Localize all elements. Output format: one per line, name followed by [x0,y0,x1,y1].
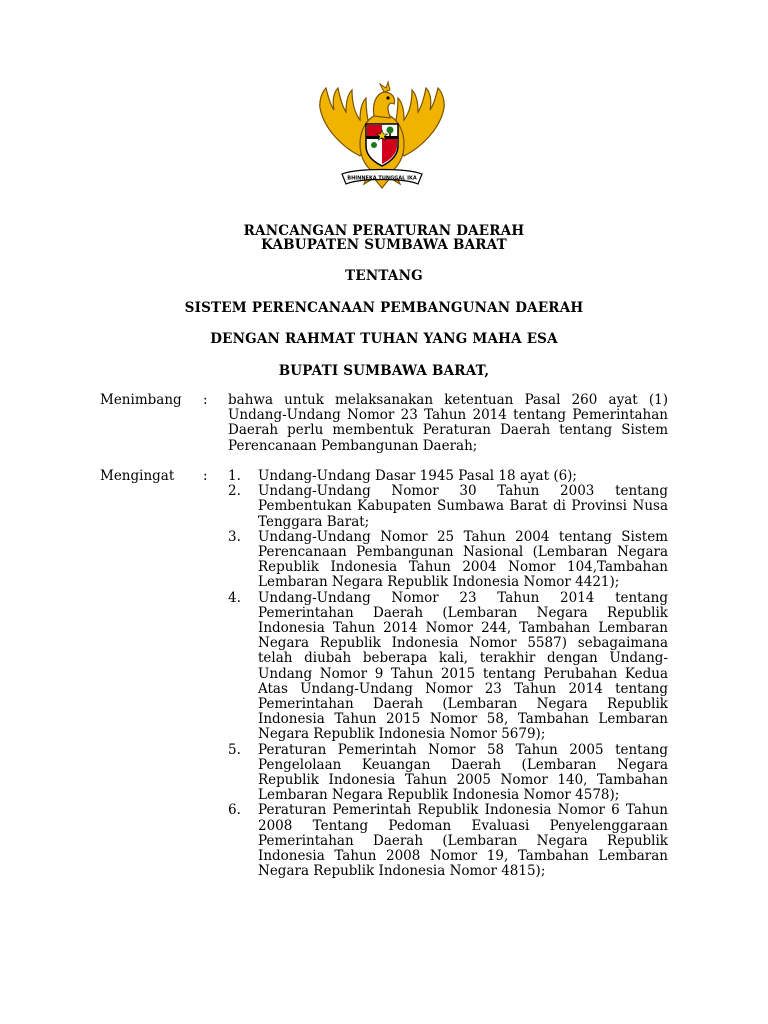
list-item [228,803,668,879]
item-text: Undang-Undang Nomor 23 Tahun 2014 tentang Pemerintahan Daerah (Lembaran Negara Republik Indonesia Tahun 2014 Nomor 244, Tambahan Lembaran Negara Republik Indonesia Nomor 5587) sebagaimana telah diubah beberapa kali, terakhir dengan Undang-Undang Nomor 9 Tahun 2015 tentang Perubahan Kedua Atas Undang-Undang Nomor 23 Tahun 2014 tentang Pemerintahan Daerah (Lembaran Negara Republik Indonesia Tahun 2015 Nomor 58, Tambahan Lembaran Negara Republik Indonesia Nomor 5679); [258,589,668,743]
authority-heading: BUPATI SUMBAWA BARAT, [278,363,490,379]
item-text: Undang-Undang Nomor 25 Tahun 2004 tentang Sistem Perencanaan Pembangunan Nasional (Lembaran Negara Republik Indonesia Tahun 2004 Nomor 104,Tambahan Lembaran Negara Republik Indonesia Nomor 4421); [258,528,668,591]
mengingat-colon: : [203,468,208,484]
list-item [228,469,668,484]
list-item [228,591,668,743]
list-item [228,530,668,591]
item-number: 6. [228,802,241,819]
title-line-2: KABUPATEN SUMBAWA BARAT [261,237,507,253]
mengingat-label: Mengingat [100,468,175,484]
item-text: Peraturan Pemerintah Republik Indonesia Nomor 6 Tahun 2008 Tentang Pedoman Evaluasi Penyelenggaraan Pemerintahan Daerah (Lembaran Negara Republik Indonesia Tahun 2008 Nomor 19, Tambahan Lembaran Negara Republik Indonesia Nomor 4815); [258,802,668,880]
item-number: 1. [228,468,241,484]
item-number: 4. [228,589,241,606]
menimbang-label: Menimbang [100,392,182,408]
list-item [228,484,668,530]
garuda-emblem [314,78,450,196]
tentang-heading: TENTANG [345,268,423,284]
list-item [228,743,668,804]
item-number: 5. [228,741,241,758]
title-line-1: RANCANGAN PERATURAN DAERAH [243,223,525,239]
subject-heading: SISTEM PERENCANAAN PEMBANGUNAN DAERAH [184,300,584,316]
item-number: 3. [228,528,241,545]
menimbang-text: bahwa untuk melaksanakan ketentuan Pasal 260 ayat (1) Undang-Undang Nomor 23 Tahun 2014 tentang Pemerintahan Daerah perlu membentuk Peraturan Daerah tentang Sistem Perencanaan Pembangunan Daerah; [228,392,668,454]
blessing-heading: DENGAN RAHMAT TUHAN YANG MAHA ESA [210,331,558,347]
mengingat-list [228,469,668,879]
menimbang-colon: : [203,392,208,408]
item-text: Undang-Undang Nomor 30 Tahun 2003 tentang Pembentukan Kabupaten Sumbawa Barat di Provinsi Nusa Tenggara Barat; [258,483,668,530]
item-text: Undang-Undang Dasar 1945 Pasal 18 ayat (6); [258,468,577,484]
emblem-motto: BHINNEKA TUNGGAL IKA [347,175,417,182]
item-number: 2. [228,483,241,500]
item-text: Peraturan Pemerintah Nomor 58 Tahun 2005 tentang Pengelolaan Keuangan Daerah (Lembaran Negara Republik Indonesia Tahun 2005 Nomor 140, Tambahan Lembaran Negara Republik Indonesia Nomor 4578); [258,741,668,804]
